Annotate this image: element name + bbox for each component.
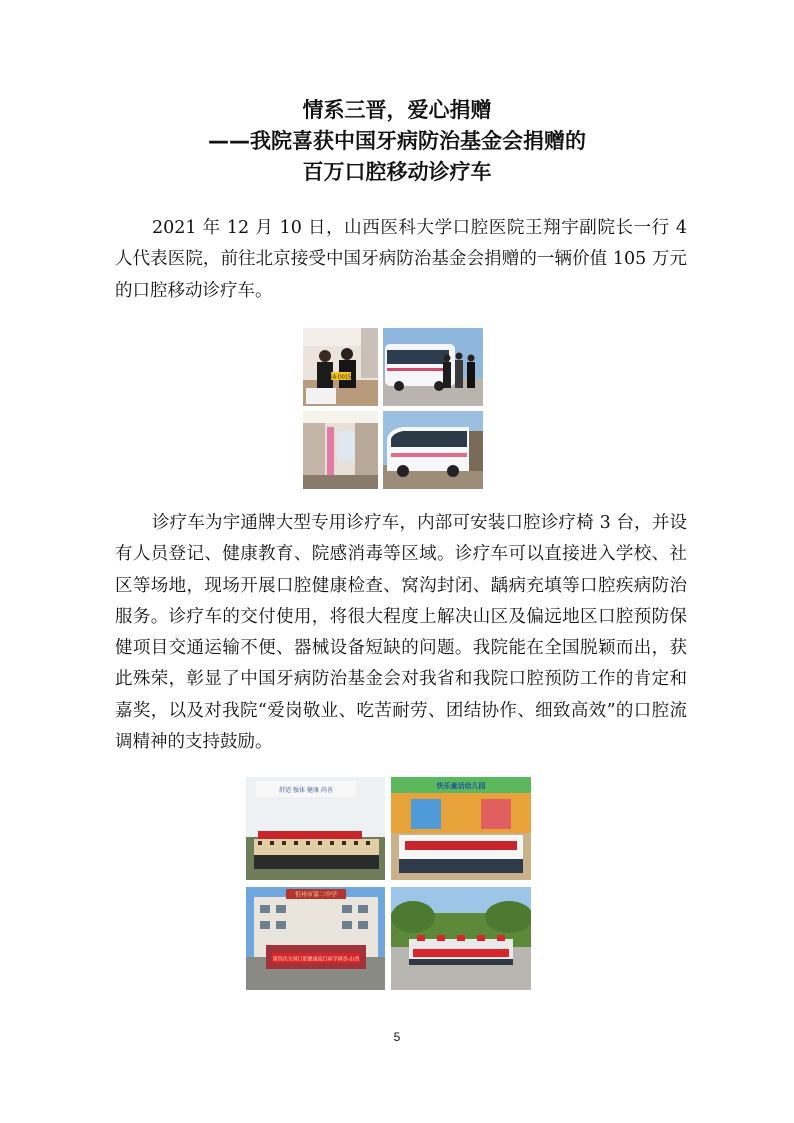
title-line-2: ——我院喜获中国牙病防治基金会捐赠的 [208, 129, 586, 153]
page-number: 5 [393, 1030, 401, 1044]
survey-banner-text-1: 第四次全国口腔健康流行病学调查-山西 [272, 956, 360, 963]
school-sign-text: 忻州市第二中学 [294, 891, 338, 899]
wall-slogan-text: 舒适 强体 健康 尚善 [279, 787, 333, 794]
photo-vehicle-handover [383, 328, 483, 406]
kindergarten-sign-text: 快乐童话幼儿园 [436, 782, 486, 790]
photo-group-outdoor [391, 887, 531, 990]
paragraph-1: 2021 年 12 月 10 日，山西医科大学口腔医院王翔宇副院长一行 4 人代表医院，前往北京接受中国牙病防治基金会捐赠的一辆价值 105 万元的口腔移动诊疗车。 [115, 218, 687, 301]
photo-vehicle-interior [303, 411, 378, 489]
photo-donation-ceremony [303, 328, 378, 406]
photo-vehicle-exterior [383, 411, 483, 489]
title-line-3: 百万口腔移动诊疗车 [302, 160, 492, 184]
photo-group-kindergarten [391, 777, 531, 880]
photo-group-school [246, 887, 385, 990]
photo-group-building-entrance [246, 777, 385, 880]
title-line-1: 情系三晋，爱心捐赠 [302, 98, 492, 122]
paragraph-2: 诊疗车为宇通牌大型专用诊疗车，内部可安装口腔诊疗椅 3 台，并设有人员登记、健康教育、院感消毒等区域。诊疗车可以直接进入学校、社区等场地，现场开展口腔健康检查、窝沟封闭、龋病充填等口腔疾病防治服务。诊疗车的交付使用，将很大程度上解决山区及偏远地区口腔预防保健项目交通运输不便、器械设备短缺的问题。我院能在全国脱颖而出，获此殊荣，彰显了中国牙病防治基金会对我省和我院口腔预防工作的肯定和嘉奖，以及对我院“爱岗敬业、吃苦耐劳、团结协作、细致高效”的口腔流调精神的支持鼓励。 [115, 513, 687, 753]
license-plate-text: 晋A·D0150 [327, 374, 355, 381]
